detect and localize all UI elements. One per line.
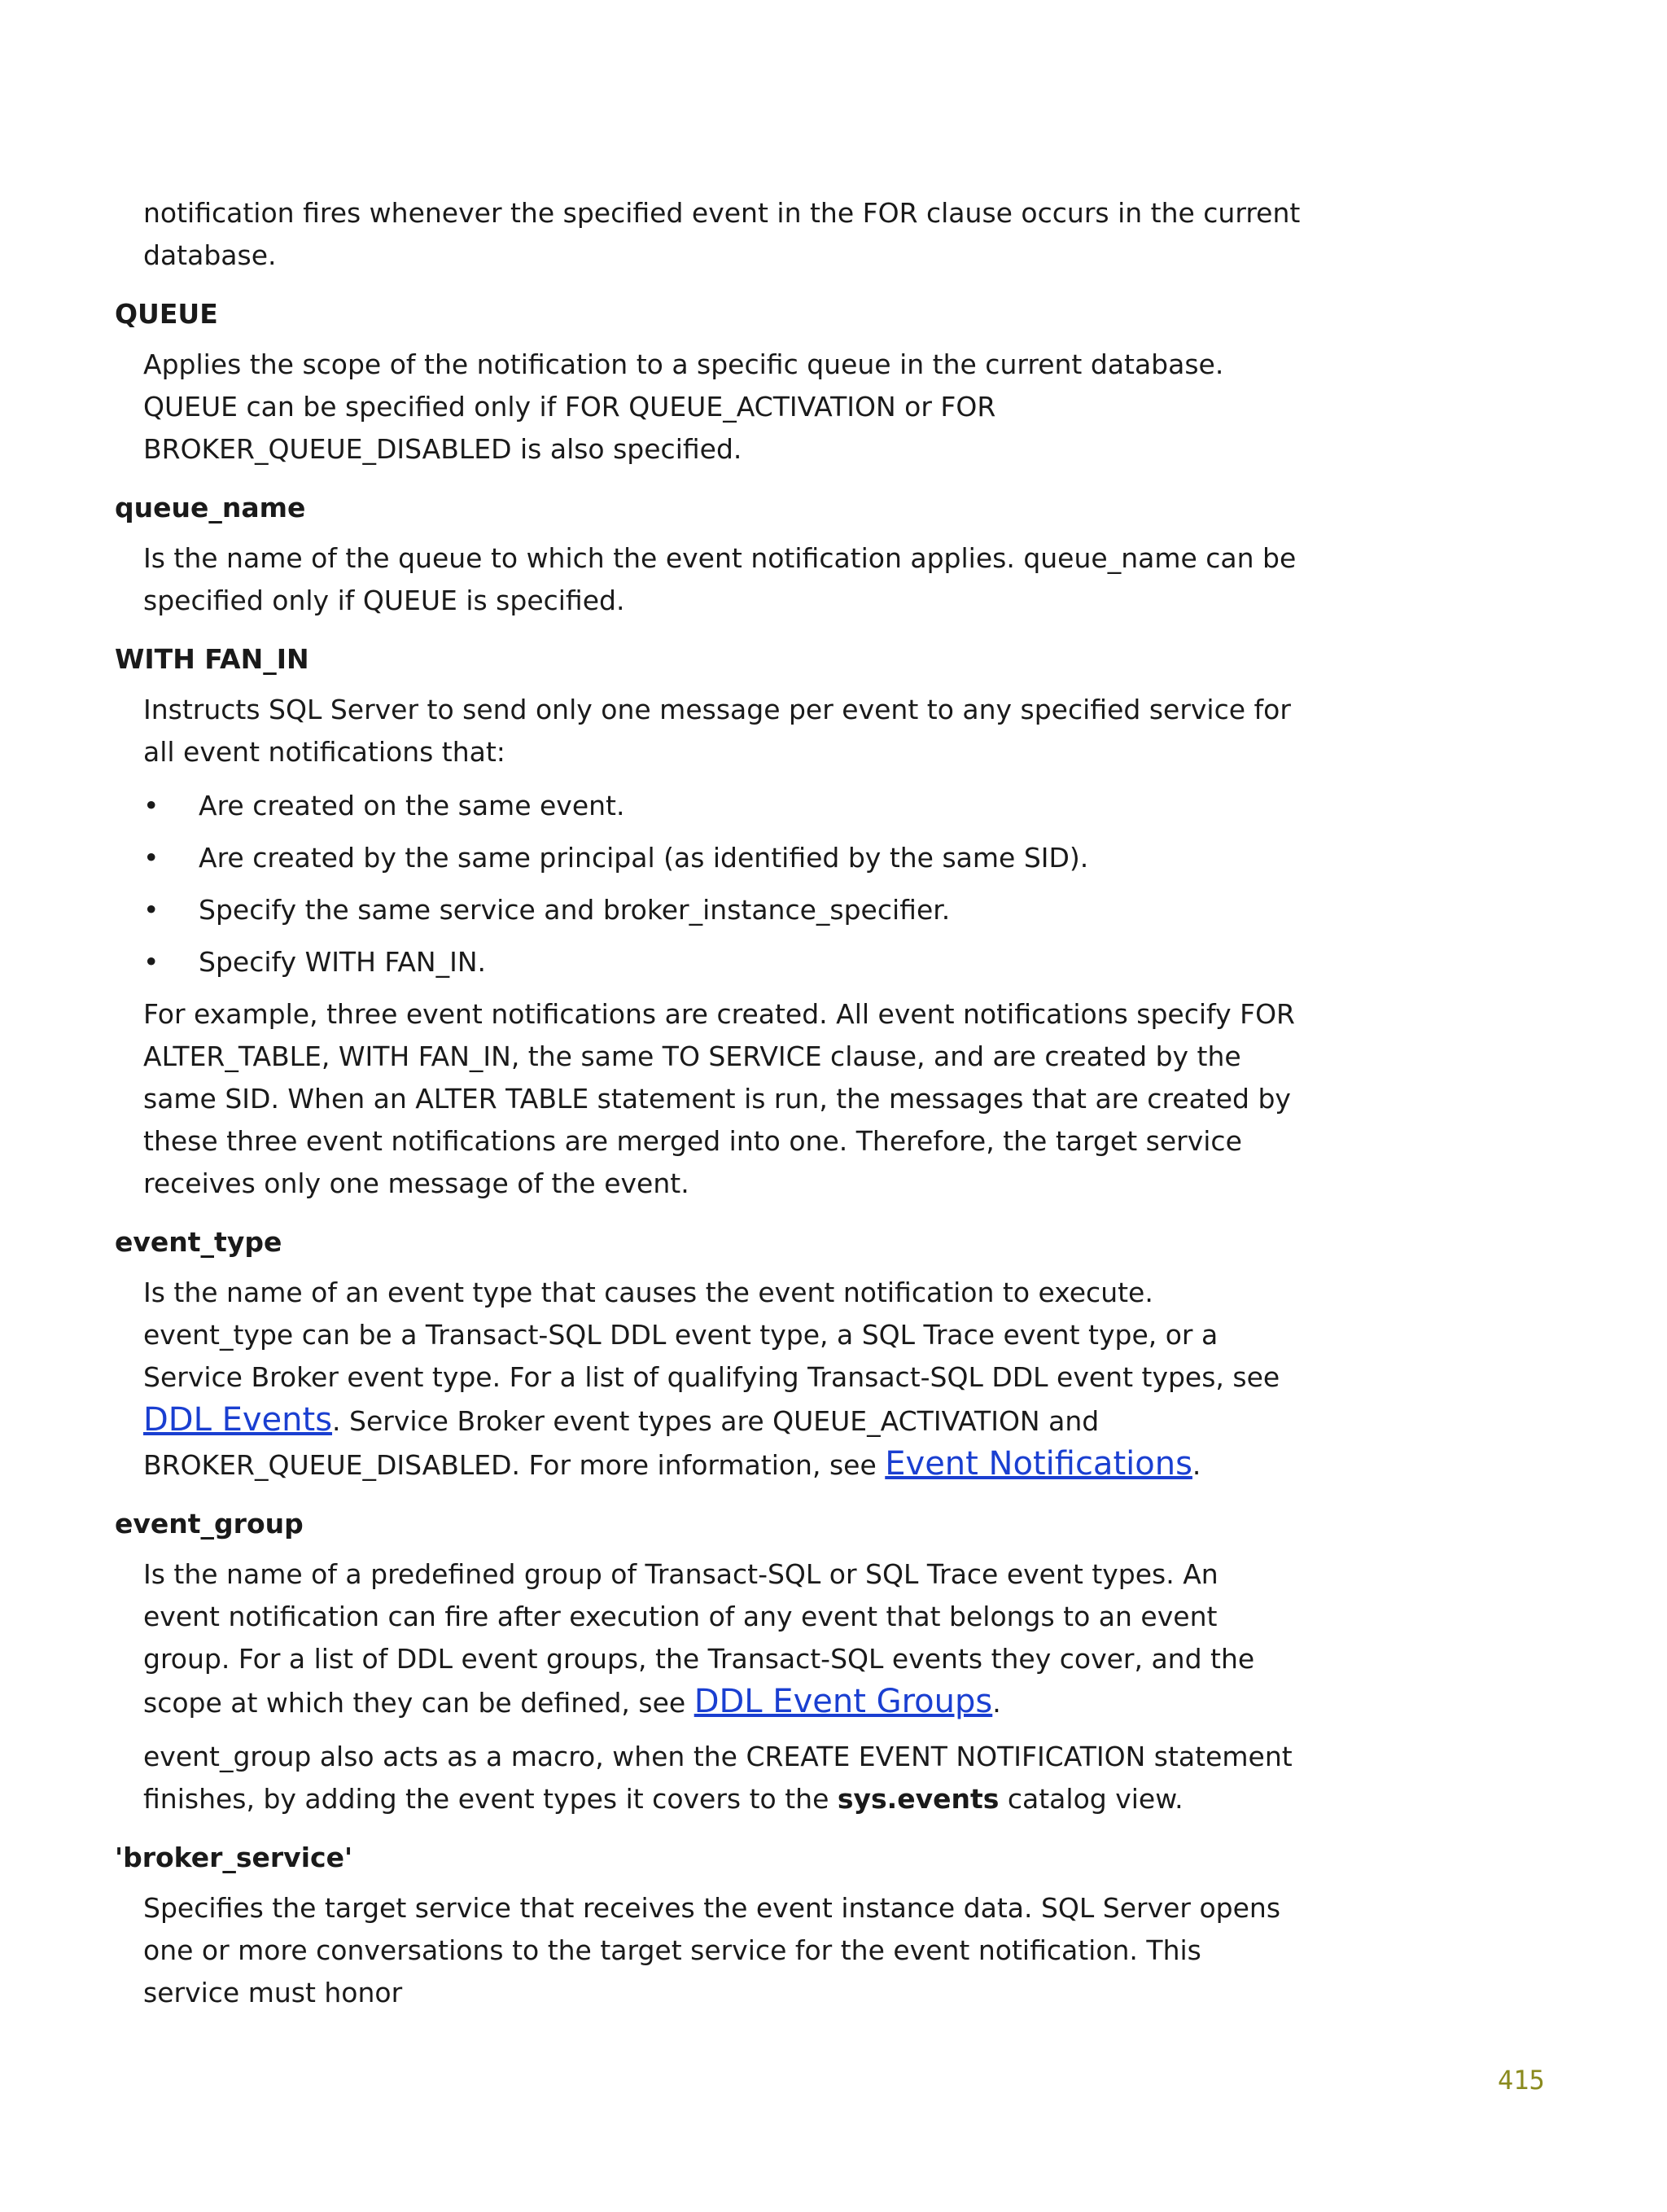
desc-with-fan-in-text: Instructs SQL Server to send only one message per event to any specified service for all event notifications that: (143, 694, 1291, 768)
desc-event-group-text: Is the name of a predefined group of Transact-SQL or SQL Trace event types. An event notification can fire after execution of any event that belongs to an event group. For a list of DDL event groups, the Transact-SQL events they cover, and the scope at which they can be defined, see DDL Event Groups. (143, 1558, 1255, 1720)
fan-in-conditions-list (143, 785, 1303, 983)
ddl-event-groups-link[interactable]: DDL Event Groups (693, 1683, 993, 1720)
term-broker-service: 'broker_service' (115, 1842, 353, 1873)
desc-broker-service-text: Specifies the target service that receives the event instance data. SQL Server opens one or more conversations to the target service for the event notification. This service must honor (143, 1892, 1281, 2008)
list-item: • Specify WITH FAN_IN. (143, 941, 1303, 983)
bullet-icon: • (143, 842, 160, 874)
ddl-events-link[interactable]: DDL Events (143, 1401, 333, 1439)
desc-event-group (143, 1553, 1303, 1820)
list-item: • Are created by the same principal (as identified by the same SID). (143, 837, 1303, 879)
desc-with-fan-in-example: For example, three event notifications are created. All event notifications specify FOR ALTER_TABLE, WITH FAN_IN, the same TO SERVICE clause, and are created by the same SID. When an ALTER TABLE statement is run, the messages that are created by these three event notifications are merged into one. Therefore, the target service receives only one message of the event. (143, 998, 1295, 1199)
desc-queue (143, 344, 1303, 471)
desc-event-type-text: Is the name of an event type that causes the event notification to execute. event_type can be a Transact-SQL DDL event type, a SQL Trace event type, or a Service Broker event type. For a list of qualifying Transact-SQL DDL event types, see DDL Events. Service Broker event types are QUEUE_ACTIVATION and BROKER_QUEUE_DISABLED. For more information, see Event Notifications. (143, 1277, 1280, 1483)
desc-event-type (143, 1272, 1303, 1487)
desc-queue-name-text: Is the name of the queue to which the event notification applies. queue_name can be specified only if QUEUE is specified. (143, 542, 1297, 616)
event-notifications-link[interactable]: Event Notifications (885, 1445, 1192, 1483)
term-with-fan-in: WITH FAN_IN (115, 643, 309, 675)
desc-queue-name (143, 537, 1303, 622)
bullet-icon: • (143, 946, 160, 978)
desc-queue-text: Applies the scope of the notification to a specific queue in the current database. QUEUE can be specified only if FOR QUEUE_ACTIVATION or FOR BROKER_QUEUE_DISABLED is also specified. (143, 348, 1224, 465)
sys-events-term: sys.events (837, 1783, 1000, 1815)
list-item: • Are created on the same event. (143, 785, 1303, 827)
intro-paragraph (143, 192, 1303, 277)
desc-with-fan-in (115, 689, 1303, 1205)
term-queue-name: queue_name (115, 492, 306, 523)
bullet-icon: • (143, 894, 160, 926)
term-event-type: event_type (115, 1226, 282, 1258)
desc-broker-service (143, 1887, 1303, 2014)
document-content (115, 192, 1303, 2030)
intro-text: notification fires whenever the specified event in the FOR clause occurs in the current database. (143, 197, 1301, 271)
page-number: 415 (1498, 2065, 1545, 2096)
bullet-icon: • (143, 790, 160, 821)
list-item: • Specify the same service and broker_instance_specifier. (143, 889, 1303, 931)
term-event-group: event_group (115, 1508, 304, 1540)
desc-event-group-macro: event_group also acts as a macro, when the CREATE EVENT NOTIFICATION statement finishes, by adding the event types it covers to the sys.events catalog view. (143, 1741, 1293, 1815)
term-queue: QUEUE (115, 298, 218, 330)
